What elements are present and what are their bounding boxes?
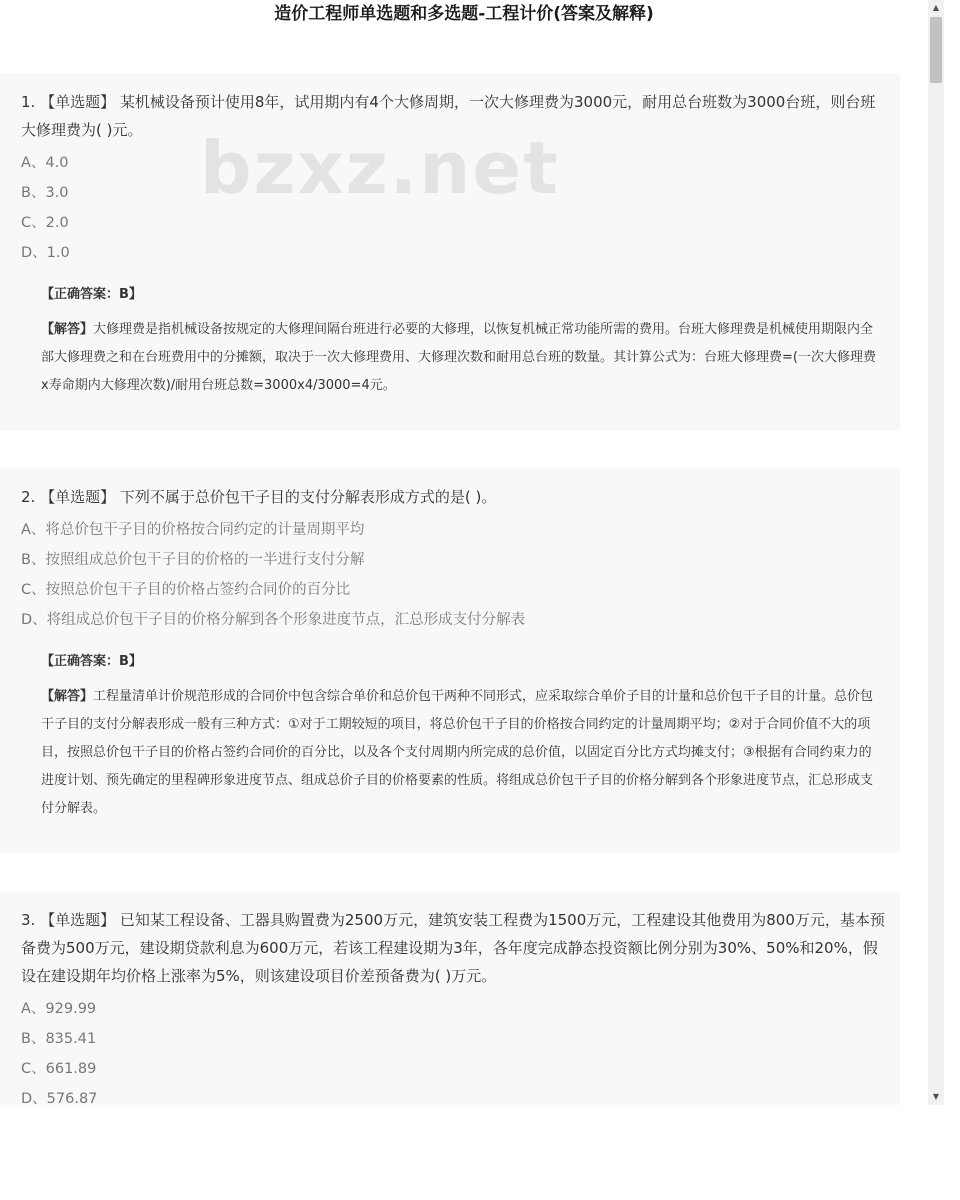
vertical-scrollbar[interactable] [928,0,944,1105]
explanation-text: 大修理费是指机械设备按规定的大修理间隔台班进行必要的大修理，以恢复机械正常功能所需的费用。台班大修理费是机械使用期限内全部大修理费之和在台班费用中的分摊额，取决于一次大修理费用、大修理次数和耐用总台班的数量。其计算公式为：台班大修理费=(一次大修理费x寿命期内大修理次数)/耐用台班总数=3000x4/3000=4元。 [41,322,876,393]
option-a[interactable]: A、4.0 [21,155,69,171]
question-type: 【单选题】 [40,488,116,506]
option-list [21,994,888,1105]
answer-block [41,652,888,823]
answer-block [41,285,888,400]
option-a[interactable]: A、929.99 [21,1001,97,1017]
scroll-thumb[interactable] [930,17,942,83]
option-list [21,515,888,635]
question-stem [21,906,888,990]
scroll-up-arrow-icon[interactable]: ▲ [932,3,940,12]
option-d[interactable]: D、576.87 [21,1091,98,1105]
option-c[interactable]: C、按照总价包干子目的价格占签约合同价的百分比 [21,582,351,598]
watermark: bzxz.net [200,126,560,210]
option-c[interactable]: C、661.89 [21,1061,97,1077]
scroll-down-arrow-icon[interactable]: ▼ [932,1092,940,1101]
explanation-label: 【解答】 [41,689,94,704]
correct-answer: 【正确答案：B】 [41,654,142,669]
explanation-text: 工程量清单计价规范形成的合同价中包含综合单价和总价包干两种不同形式，应采取综合单价子目的计量和总价包干子目的计量。总价包干子目的支付分解表形成一般有三种方式：①对于工期较短的项目，将总价包干子目的价格按合同约定的计量周期平均；②对于合同价值不大的项目，按照总价包干子目的价格占签约合同价的百分比，以及各个支付周期内所完成的总价值，以固定百分比方式均摊支付；③根据有合同约束力的进度计划、预先确定的里程碑形象进度节点、组成总价子目的价格要素的性质。将组成总价包干子目的价格分解到各个形象进度节点，汇总形成支付分解表。 [41,689,874,816]
question-text: 下列不属于总价包干子目的支付分解表形成方式的是( )。 [119,488,497,506]
explanation-label: 【解答】 [41,322,94,337]
question-card-3 [0,892,900,1105]
page-title: 造价工程师单选题和多选题-工程计价(答案及解释) [274,4,654,24]
question-number: 1. [21,93,36,111]
option-a[interactable]: A、将总价包干子目的价格按合同约定的计量周期平均 [21,522,365,538]
option-d[interactable]: D、1.0 [21,245,70,261]
explanation [41,683,882,823]
option-c[interactable]: C、2.0 [21,215,69,231]
option-b[interactable]: B、835.41 [21,1031,97,1047]
option-b[interactable]: B、3.0 [21,185,69,201]
question-text: 已知某工程设备、工器具购置费为2500万元，建筑安装工程费为1500万元，工程建设其他费用为800万元，基本预备费为500万元，建设期贷款利息为600万元，若该工程建设期为3年，各年度完成静态投资额比例分别为30%、50%和20%，假设在建设期年均价格上涨率为5%，则该建设项目价差预备费为( )万元。 [21,911,885,985]
question-text: 某机械设备预计使用8年，试用期内有4个大修周期，一次大修理费为3000元，耐用总台班数为3000台班，则台班大修理费为( )元。 [21,93,876,139]
question-type: 【单选题】 [40,93,116,111]
question-number: 2. [21,488,36,506]
question-card-2 [0,469,900,853]
option-b[interactable]: B、按照组成总价包干子目的价格的一半进行支付分解 [21,552,365,568]
explanation [41,316,882,400]
question-type: 【单选题】 [40,911,116,929]
correct-answer: 【正确答案：B】 [41,287,142,302]
option-d[interactable]: D、将组成总价包干子目的价格分解到各个形象进度节点，汇总形成支付分解表 [21,612,526,628]
question-number: 3. [21,911,36,929]
question-stem [21,483,888,511]
